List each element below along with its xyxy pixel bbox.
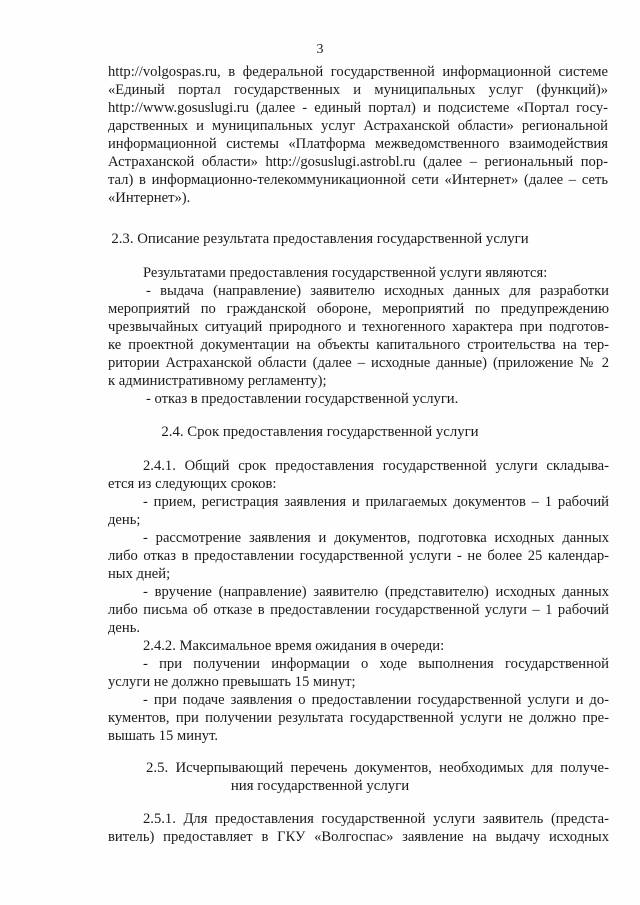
text-line: либо отказ в предоставлении государственной услуги - не более 25 календар-	[108, 548, 609, 564]
text-line: «Интернет»).	[108, 190, 191, 206]
text-line: - отказ в предоставлении государственной услуги.	[146, 391, 459, 407]
text-line: день;	[108, 512, 141, 528]
text-line: 2.4.1. Общий срок предоставления государственной услуги складыва-	[143, 458, 609, 474]
text-line: кументов, при получении результата государственной услуги не должно пре-	[108, 710, 609, 726]
text-line: ке проектной документации на объекты капитального строительства на тер-	[108, 337, 609, 353]
section-heading-2-4: 2.4. Срок предоставления государственной услуги	[161, 424, 479, 440]
text-line: услуги не должно превышать 15 минут;	[108, 674, 356, 690]
text-line: - прием, регистрация заявления и прилагаемых документов – 1 рабочий	[143, 494, 609, 510]
text-line: http://www.gosuslugi.ru (далее - единый портал) и подсистеме «Портал госу-	[108, 100, 608, 116]
text-line: либо письма об отказе в предоставлении государственной услуги – 1 рабочий	[108, 602, 609, 618]
text-line: 2.4.2. Максимальное время ожидания в очереди:	[143, 638, 445, 654]
text-line: - при подаче заявления о предоставлении государственной услуги и до-	[143, 692, 609, 708]
section-heading-2-3: 2.3. Описание результата предоставления государственной услуги	[111, 231, 529, 247]
page-number: 3	[316, 42, 324, 57]
text-line: Результатами предоставления государственной услуги являются:	[143, 265, 548, 281]
text-line: витель) предоставляет в ГКУ «Волгоспас» заявление на выдачу исходных	[108, 829, 609, 845]
text-line: чрезвычайных ситуаций природного и техногенного характера при подготов-	[108, 319, 609, 335]
text-line: - рассмотрение заявления и документов, подготовка исходных данных	[143, 530, 609, 546]
text-line: вышать 15 минут.	[108, 728, 219, 744]
section-heading-2-5-cont: ния государственной услуги	[230, 778, 410, 794]
text-line: ется из следующих сроков:	[108, 476, 277, 492]
text-line: - вручение (направление) заявителю (представителю) исходных данных	[143, 584, 609, 600]
text-line: «Единый портал государственных и муниципальных услуг (функций)»	[108, 82, 608, 98]
text-line: мероприятий по гражданской обороне, мероприятий по предупреждению	[108, 301, 609, 317]
text-line: к административному регламенту);	[108, 373, 327, 389]
text-line: ритории Астраханской области (далее – исходные данные) (приложение № 2	[108, 355, 609, 371]
text-line: http://volgospas.ru, в федеральной государственной информационной системе	[108, 64, 608, 80]
section-heading-2-5: 2.5. Исчерпывающий перечень документов, необходимых для получе-	[146, 760, 609, 776]
text-line: Астраханской области» http://gosuslugi.astrobl.ru (далее – региональный пор-	[108, 154, 608, 170]
text-line: 2.5.1. Для предоставления государственной услуги заявитель (предста-	[143, 811, 609, 827]
text-line: - выдача (направление) заявителю исходных данных для разработки	[146, 283, 609, 299]
text-line: ных дней;	[108, 566, 171, 582]
text-line: день.	[108, 620, 141, 636]
text-line: дарственных и муниципальных услуг Астраханской области» региональной	[108, 118, 608, 134]
text-line: информационной системы «Платформа межведомственного взаимодействия	[108, 136, 608, 152]
text-line: тал) в информационно-телекоммуникационной сети «Интернет» (далее – сеть	[108, 172, 608, 188]
text-line: - при получении информации о ходе выполнения государственной	[143, 656, 609, 672]
